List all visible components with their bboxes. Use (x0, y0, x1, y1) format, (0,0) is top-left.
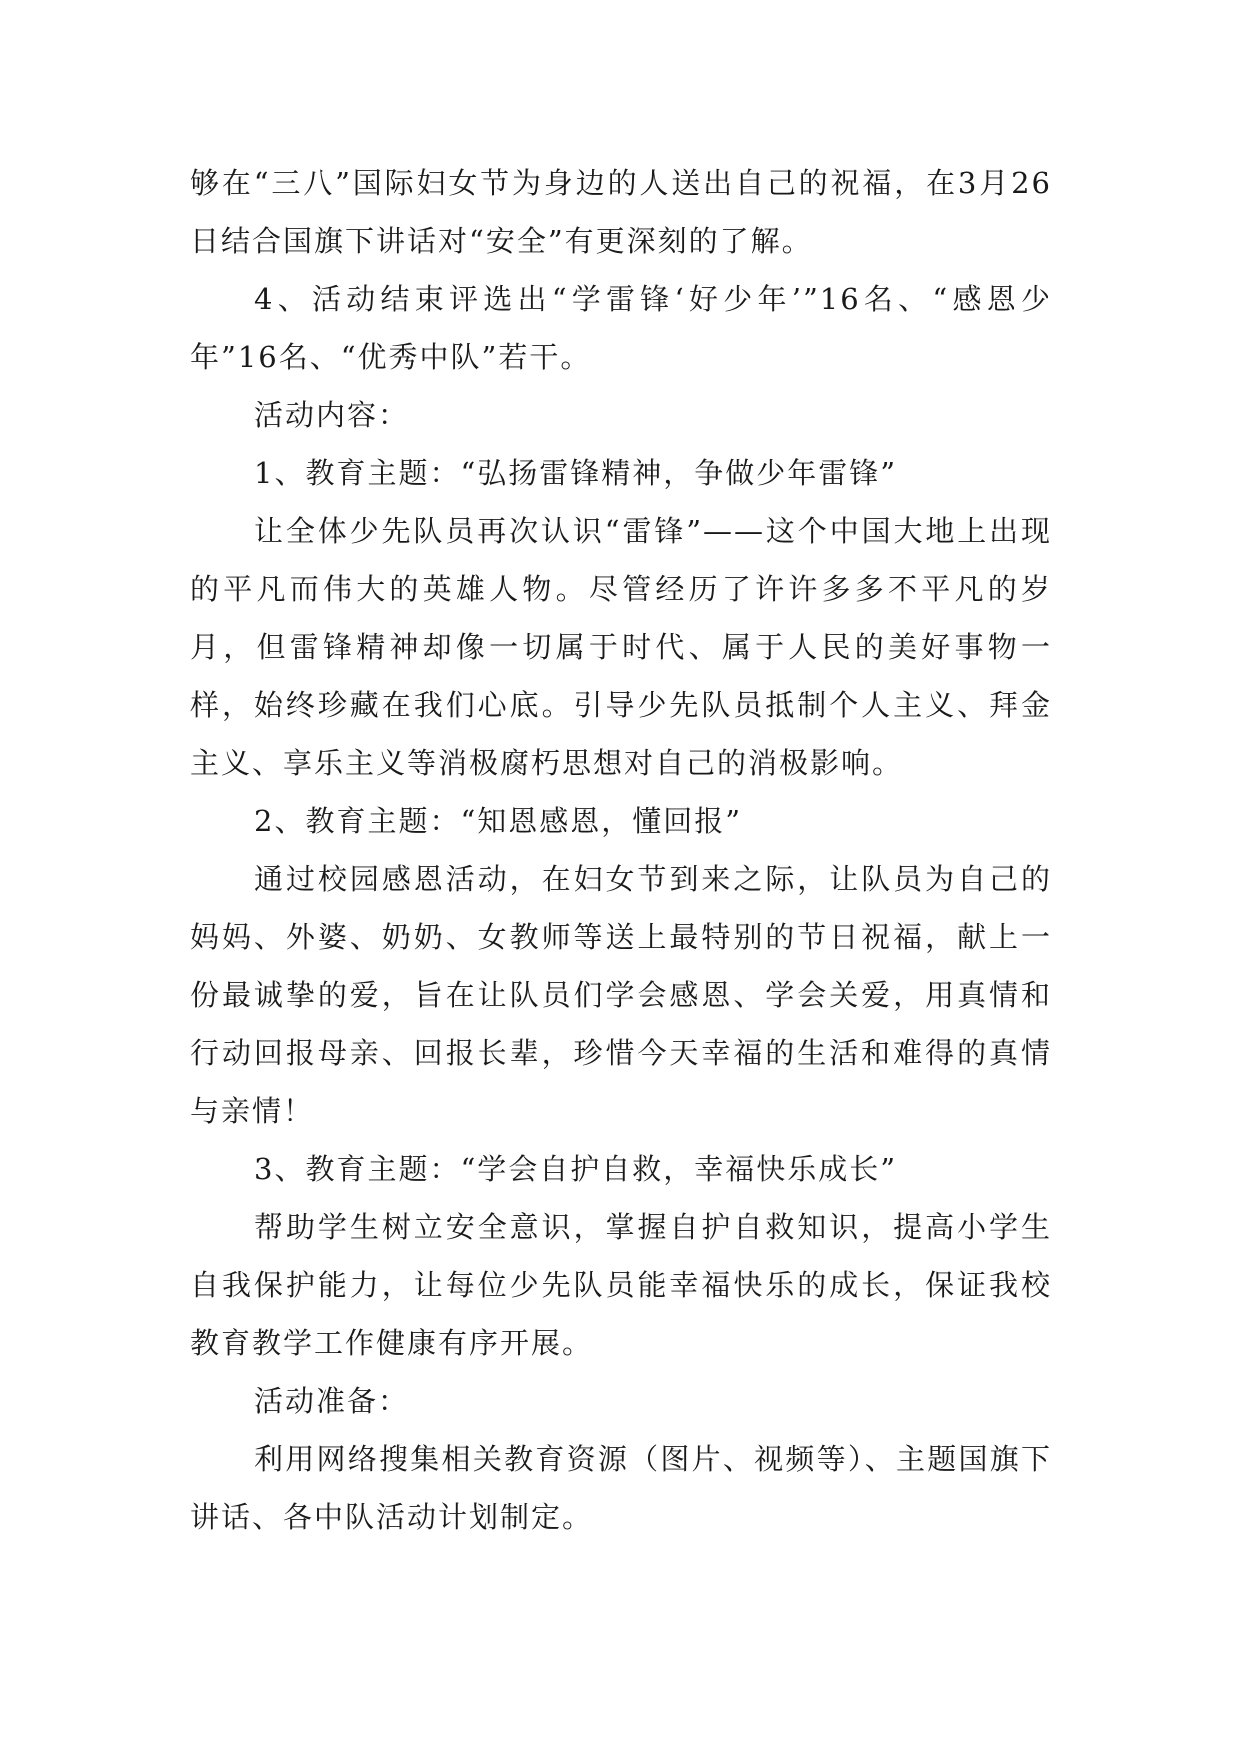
theme-2-heading: 2、教育主题：“知恩感恩，懂回报” (254, 804, 743, 838)
theme-2-body: 通过校园感恩活动，在妇女节到来之际，让队员为自己的妈妈、外婆、奶奶、女教师等送上最特别的节日祝福，献上一份最诚挚的爱，旨在让队员们学会感恩、学会关爱，用真情和行动回报母亲、回报长辈，珍惜今天幸福的生活和难得的真情与亲情！ (190, 862, 1052, 1128)
theme-1-heading: 1、教育主题：“弘扬雷锋精神，争做少年雷锋” (254, 456, 898, 490)
theme-3-heading: 3、教育主题：“学会自护自救，幸福快乐成长” (254, 1152, 898, 1186)
paragraph-continuation: 够在“三八”国际妇女节为身边的人送出自己的祝福，在3月26日结合国旗下讲话对“安全”有更深刻的了解。 (190, 166, 1052, 258)
paragraph-award-selection: 4、活动结束评选出“学雷锋‘好少年’”16名、“感恩少年”16名、“优秀中队”若干。 (190, 282, 1052, 374)
heading-activity-preparation: 活动准备： (254, 1384, 410, 1418)
document-body (190, 154, 1052, 1546)
theme-3-body: 帮助学生树立安全意识，掌握自护自救知识，提高小学生自我保护能力，让每位少先队员能幸福快乐的成长，保证我校教育教学工作健康有序开展。 (190, 1210, 1052, 1360)
theme-1-body: 让全体少先队员再次认识“雷锋”——这个中国大地上出现的平凡而伟大的英雄人物。尽管经历了许许多多不平凡的岁月，但雷锋精神却像一切属于时代、属于人民的美好事物一样，始终珍藏在我们心底。引导少先队员抵制个人主义、拜金主义、享乐主义等消极腐朽思想对自己的消极影响。 (190, 514, 1052, 780)
heading-activity-content: 活动内容： (254, 398, 410, 432)
preparation-body: 利用网络搜集相关教育资源（图片、视频等）、主题国旗下讲话、各中队活动计划制定。 (190, 1442, 1052, 1534)
